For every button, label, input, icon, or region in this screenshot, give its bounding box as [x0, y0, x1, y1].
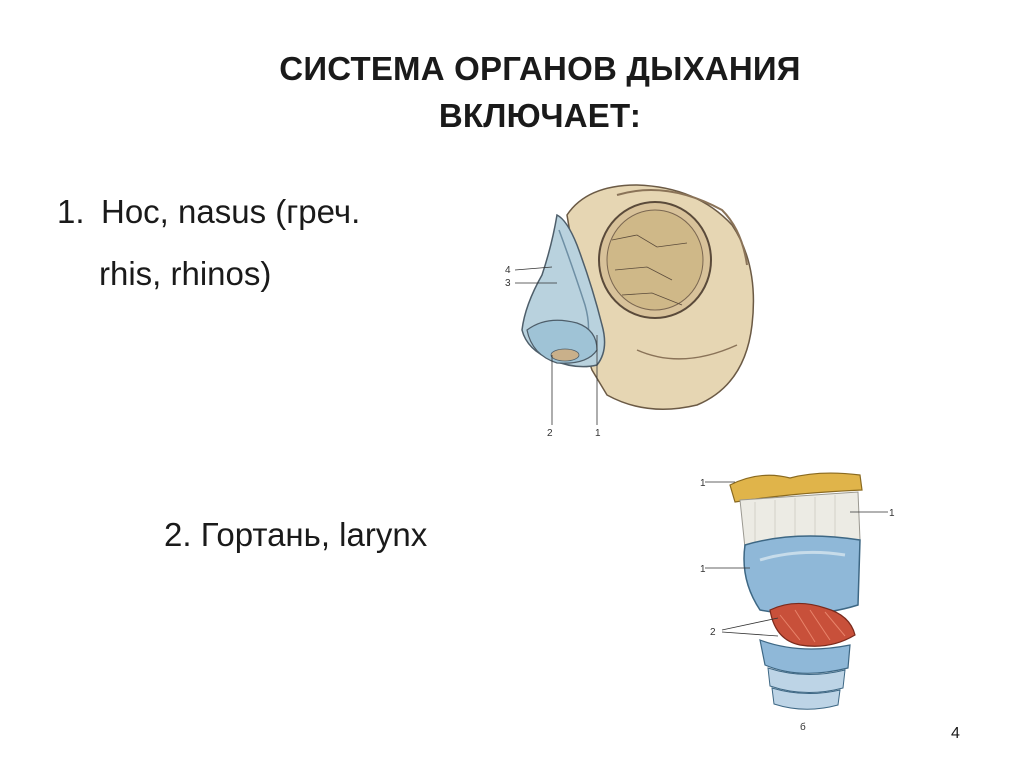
larynx-label-1b: 1 — [889, 508, 895, 519]
nose-label-2: 2 — [547, 428, 553, 439]
nose-label-3: 3 — [505, 278, 511, 289]
nose-label-1: 1 — [595, 428, 601, 439]
larynx-label-2: 2 — [710, 627, 716, 638]
larynx-illustration — [700, 440, 895, 740]
nose-skull-illustration — [497, 155, 767, 440]
list-item-larynx: 2. Гортань, larynx — [164, 516, 428, 553]
larynx-label-1a: 1 — [700, 478, 706, 489]
slide-title — [180, 45, 900, 139]
title-line-1: СИСТЕМА ОРГАНОВ ДЫХАНИЯ — [279, 50, 801, 87]
list-item-text-line-1: Нос, nasus (греч. — [101, 193, 361, 230]
page-number: 4 — [951, 725, 960, 742]
nose-label-4: 4 — [505, 265, 511, 276]
list-item-text-line-2: rhis, rhinos) — [99, 255, 272, 292]
title-line-2: ВКЛЮЧАЕТ: — [438, 97, 642, 134]
larynx-label-b: б — [800, 722, 806, 733]
larynx-label-1c: 1 — [700, 564, 706, 575]
list-item-number: 1. — [57, 193, 85, 230]
